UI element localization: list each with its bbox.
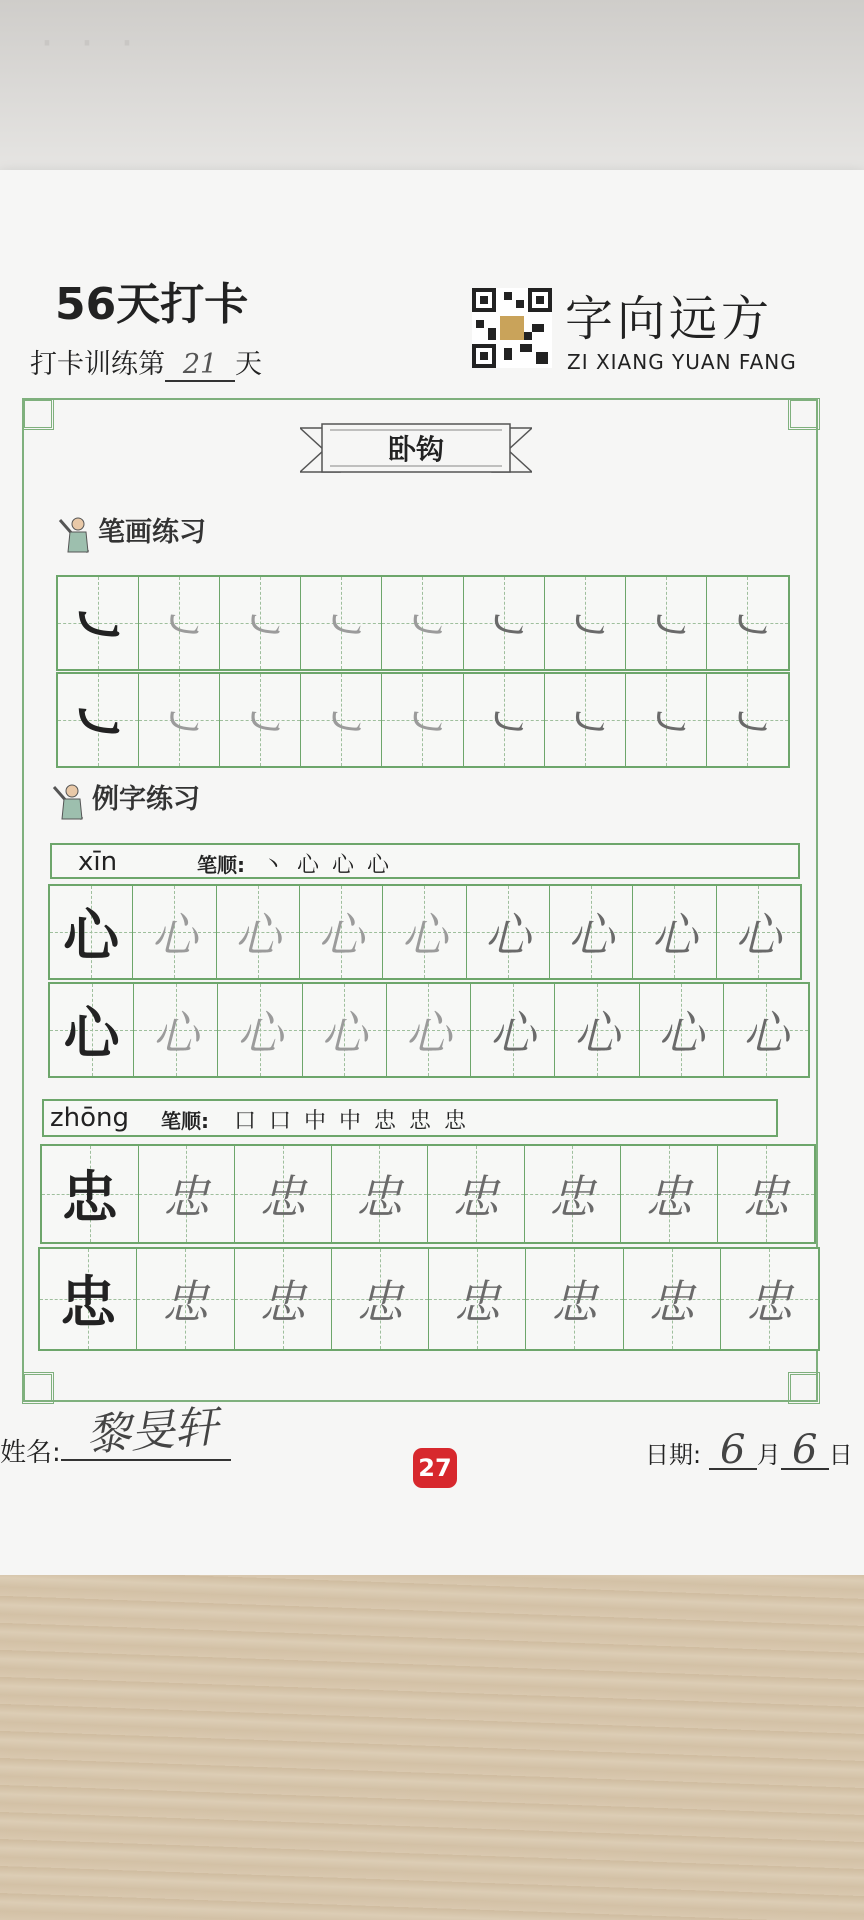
grid-cell — [235, 1146, 332, 1242]
date-day: 6 — [781, 1432, 829, 1470]
grid-cell — [550, 886, 633, 978]
stroke-row-1 — [56, 575, 790, 671]
checkin-line — [30, 342, 262, 382]
practice-glyph: 忠 — [648, 1275, 695, 1329]
grid-cell — [718, 1146, 815, 1242]
grid-cell — [724, 984, 808, 1076]
char1-pinyin: xīn — [78, 847, 118, 877]
grid-cell — [332, 1249, 429, 1349]
grid-cell — [717, 886, 800, 978]
frame-corner-ornament — [788, 1372, 820, 1404]
grid-cell — [382, 577, 463, 669]
practice-glyph: 心 — [234, 908, 281, 962]
practice-glyph: 忠 — [163, 1170, 210, 1224]
stroke-row-2 — [56, 672, 790, 768]
practice-glyph: 心 — [484, 908, 531, 962]
grid-cell — [383, 886, 466, 978]
practice-glyph: 心 — [405, 1006, 452, 1060]
practice-glyph: 忠 — [549, 1170, 596, 1224]
brand-subtitle: ZI XIANG YUAN FANG — [567, 350, 797, 374]
grid-cell — [217, 886, 300, 978]
grid-cell — [139, 1146, 236, 1242]
practice-glyph: 心 — [321, 1006, 368, 1060]
practice-glyph: ㇃ — [642, 599, 689, 653]
wooden-table — [0, 1575, 864, 1920]
date-label: 日期: — [645, 1441, 702, 1469]
grid-cell — [300, 886, 383, 978]
model-glyph: 忠 — [61, 1165, 118, 1231]
practice-glyph: ㇃ — [156, 599, 203, 653]
practice-glyph: ㇃ — [156, 696, 203, 750]
char2-row-2 — [38, 1247, 820, 1351]
grid-cell — [50, 984, 134, 1076]
lesson-title: 卧钩 — [387, 433, 444, 466]
model-glyph: 忠 — [60, 1270, 117, 1336]
practice-glyph: 心 — [742, 1006, 789, 1060]
grid-cell — [555, 984, 639, 1076]
grid-cell — [467, 886, 550, 978]
month-label: 月 — [756, 1441, 781, 1469]
section-chars-label: 例字练习 — [92, 784, 200, 815]
practice-glyph: 忠 — [356, 1275, 403, 1329]
grid-cell — [387, 984, 471, 1076]
practice-glyph: 忠 — [162, 1275, 209, 1329]
name-label: 姓名: — [0, 1438, 61, 1468]
grid-cell — [640, 984, 724, 1076]
practice-glyph: ㇃ — [642, 696, 689, 750]
grid-cell — [139, 674, 220, 766]
practice-glyph: ㇃ — [561, 696, 608, 750]
practice-glyph: 忠 — [356, 1170, 403, 1224]
grid-cell — [707, 577, 788, 669]
char2-row-1 — [40, 1144, 816, 1244]
practice-glyph: 心 — [401, 908, 448, 962]
grid-cell — [624, 1249, 721, 1349]
section-char-practice — [52, 777, 200, 821]
practice-glyph: 心 — [237, 1006, 284, 1060]
grid-cell — [525, 1146, 622, 1242]
date-field — [645, 1427, 853, 1473]
checkin-prefix: 打卡训练第 — [30, 349, 165, 380]
practice-glyph: 心 — [152, 1006, 199, 1060]
char2-pinyin: zhōng — [50, 1103, 130, 1133]
checkin-suffix: 天 — [235, 349, 262, 380]
practice-glyph: ㇃ — [399, 696, 446, 750]
section-stroke-practice — [58, 510, 206, 554]
frame-corner-ornament — [22, 398, 54, 430]
brand-logo: 字向远方 — [565, 291, 774, 347]
frame-corner-ornament — [22, 1372, 54, 1404]
background-book — [0, 0, 864, 180]
grid-cell — [139, 577, 220, 669]
practice-glyph: ㇃ — [480, 599, 527, 653]
practice-glyph: 忠 — [746, 1275, 793, 1329]
model-glyph: ㇃ — [70, 594, 127, 660]
checkin-day: 21 — [165, 349, 235, 382]
practice-glyph: 心 — [573, 1006, 620, 1060]
grid-cell — [382, 674, 463, 766]
grid-cell — [332, 1146, 429, 1242]
practice-glyph: 心 — [735, 908, 782, 962]
grid-cell — [50, 886, 133, 978]
grid-cell — [707, 674, 788, 766]
char2-order-label: 笔顺: — [161, 1109, 209, 1133]
grid-cell — [58, 577, 139, 669]
grid-cell — [626, 577, 707, 669]
grid-cell — [429, 1249, 526, 1349]
grid-cell — [235, 1249, 332, 1349]
model-glyph: ㇃ — [70, 691, 127, 757]
practice-glyph: ㇃ — [318, 696, 365, 750]
page-number-badge: 27 — [413, 1448, 457, 1488]
page-title: 56天打卡 — [55, 279, 249, 330]
grid-cell — [301, 674, 382, 766]
practice-glyph: 忠 — [452, 1170, 499, 1224]
practice-glyph: 忠 — [645, 1170, 692, 1224]
practice-glyph: 忠 — [742, 1170, 789, 1224]
practice-glyph: ㇃ — [724, 696, 771, 750]
practice-glyph: ㇃ — [237, 599, 284, 653]
char1-info-bar — [50, 843, 800, 879]
practice-glyph: ㇃ — [318, 599, 365, 653]
practice-glyph: 心 — [318, 908, 365, 962]
grid-cell — [134, 984, 218, 1076]
grid-cell — [626, 674, 707, 766]
practice-glyph: 忠 — [551, 1275, 598, 1329]
section-stroke-label: 笔画练习 — [98, 517, 206, 548]
practice-glyph: 心 — [568, 908, 615, 962]
practice-glyph: 心 — [151, 908, 198, 962]
grid-cell — [428, 1146, 525, 1242]
grid-cell — [633, 886, 716, 978]
grid-cell — [218, 984, 302, 1076]
scholar-icon — [52, 781, 86, 821]
grid-cell — [471, 984, 555, 1076]
worksheet-page — [0, 170, 864, 1580]
char1-row-1 — [48, 884, 802, 980]
char1-row-2 — [48, 982, 810, 1078]
char2-info-bar — [42, 1099, 778, 1137]
qr-code-icon — [472, 288, 552, 368]
grid-cell — [464, 674, 545, 766]
grid-cell — [220, 674, 301, 766]
grid-cell — [721, 1249, 818, 1349]
grid-cell — [545, 577, 626, 669]
grid-cell — [58, 674, 139, 766]
grid-cell — [133, 886, 216, 978]
grid-cell — [137, 1249, 234, 1349]
practice-glyph: ㇃ — [480, 696, 527, 750]
model-glyph: 心 — [63, 1001, 120, 1067]
practice-glyph: 心 — [489, 1006, 536, 1060]
date-month: 6 — [709, 1432, 757, 1470]
frame-corner-ornament — [788, 398, 820, 430]
grid-cell — [301, 577, 382, 669]
practice-glyph: ㇃ — [237, 696, 284, 750]
practice-glyph: 忠 — [259, 1170, 306, 1224]
char1-order-label: 笔顺: — [197, 853, 245, 877]
background-book-text: · · · — [40, 18, 140, 69]
practice-glyph: 忠 — [259, 1275, 306, 1329]
char2-stroke-order: 口 口 中 中 忠 忠 忠 — [234, 1109, 469, 1134]
practice-glyph: 忠 — [454, 1275, 501, 1329]
grid-cell — [464, 577, 545, 669]
practice-glyph: ㇃ — [399, 599, 446, 653]
grid-cell — [545, 674, 626, 766]
scholar-icon — [58, 514, 92, 554]
practice-glyph: 心 — [651, 908, 698, 962]
grid-cell — [40, 1249, 137, 1349]
practice-glyph: ㇃ — [724, 599, 771, 653]
model-glyph: 心 — [63, 903, 120, 969]
student-name-handwritten: 黎旻轩 — [84, 1401, 220, 1462]
practice-glyph: 心 — [658, 1006, 705, 1060]
grid-cell — [42, 1146, 139, 1242]
grid-cell — [526, 1249, 623, 1349]
grid-cell — [303, 984, 387, 1076]
char1-stroke-order: 丶 心 心 心 — [262, 853, 392, 878]
grid-cell — [621, 1146, 718, 1242]
practice-glyph: ㇃ — [561, 599, 608, 653]
grid-cell — [220, 577, 301, 669]
day-label: 日 — [828, 1441, 853, 1469]
